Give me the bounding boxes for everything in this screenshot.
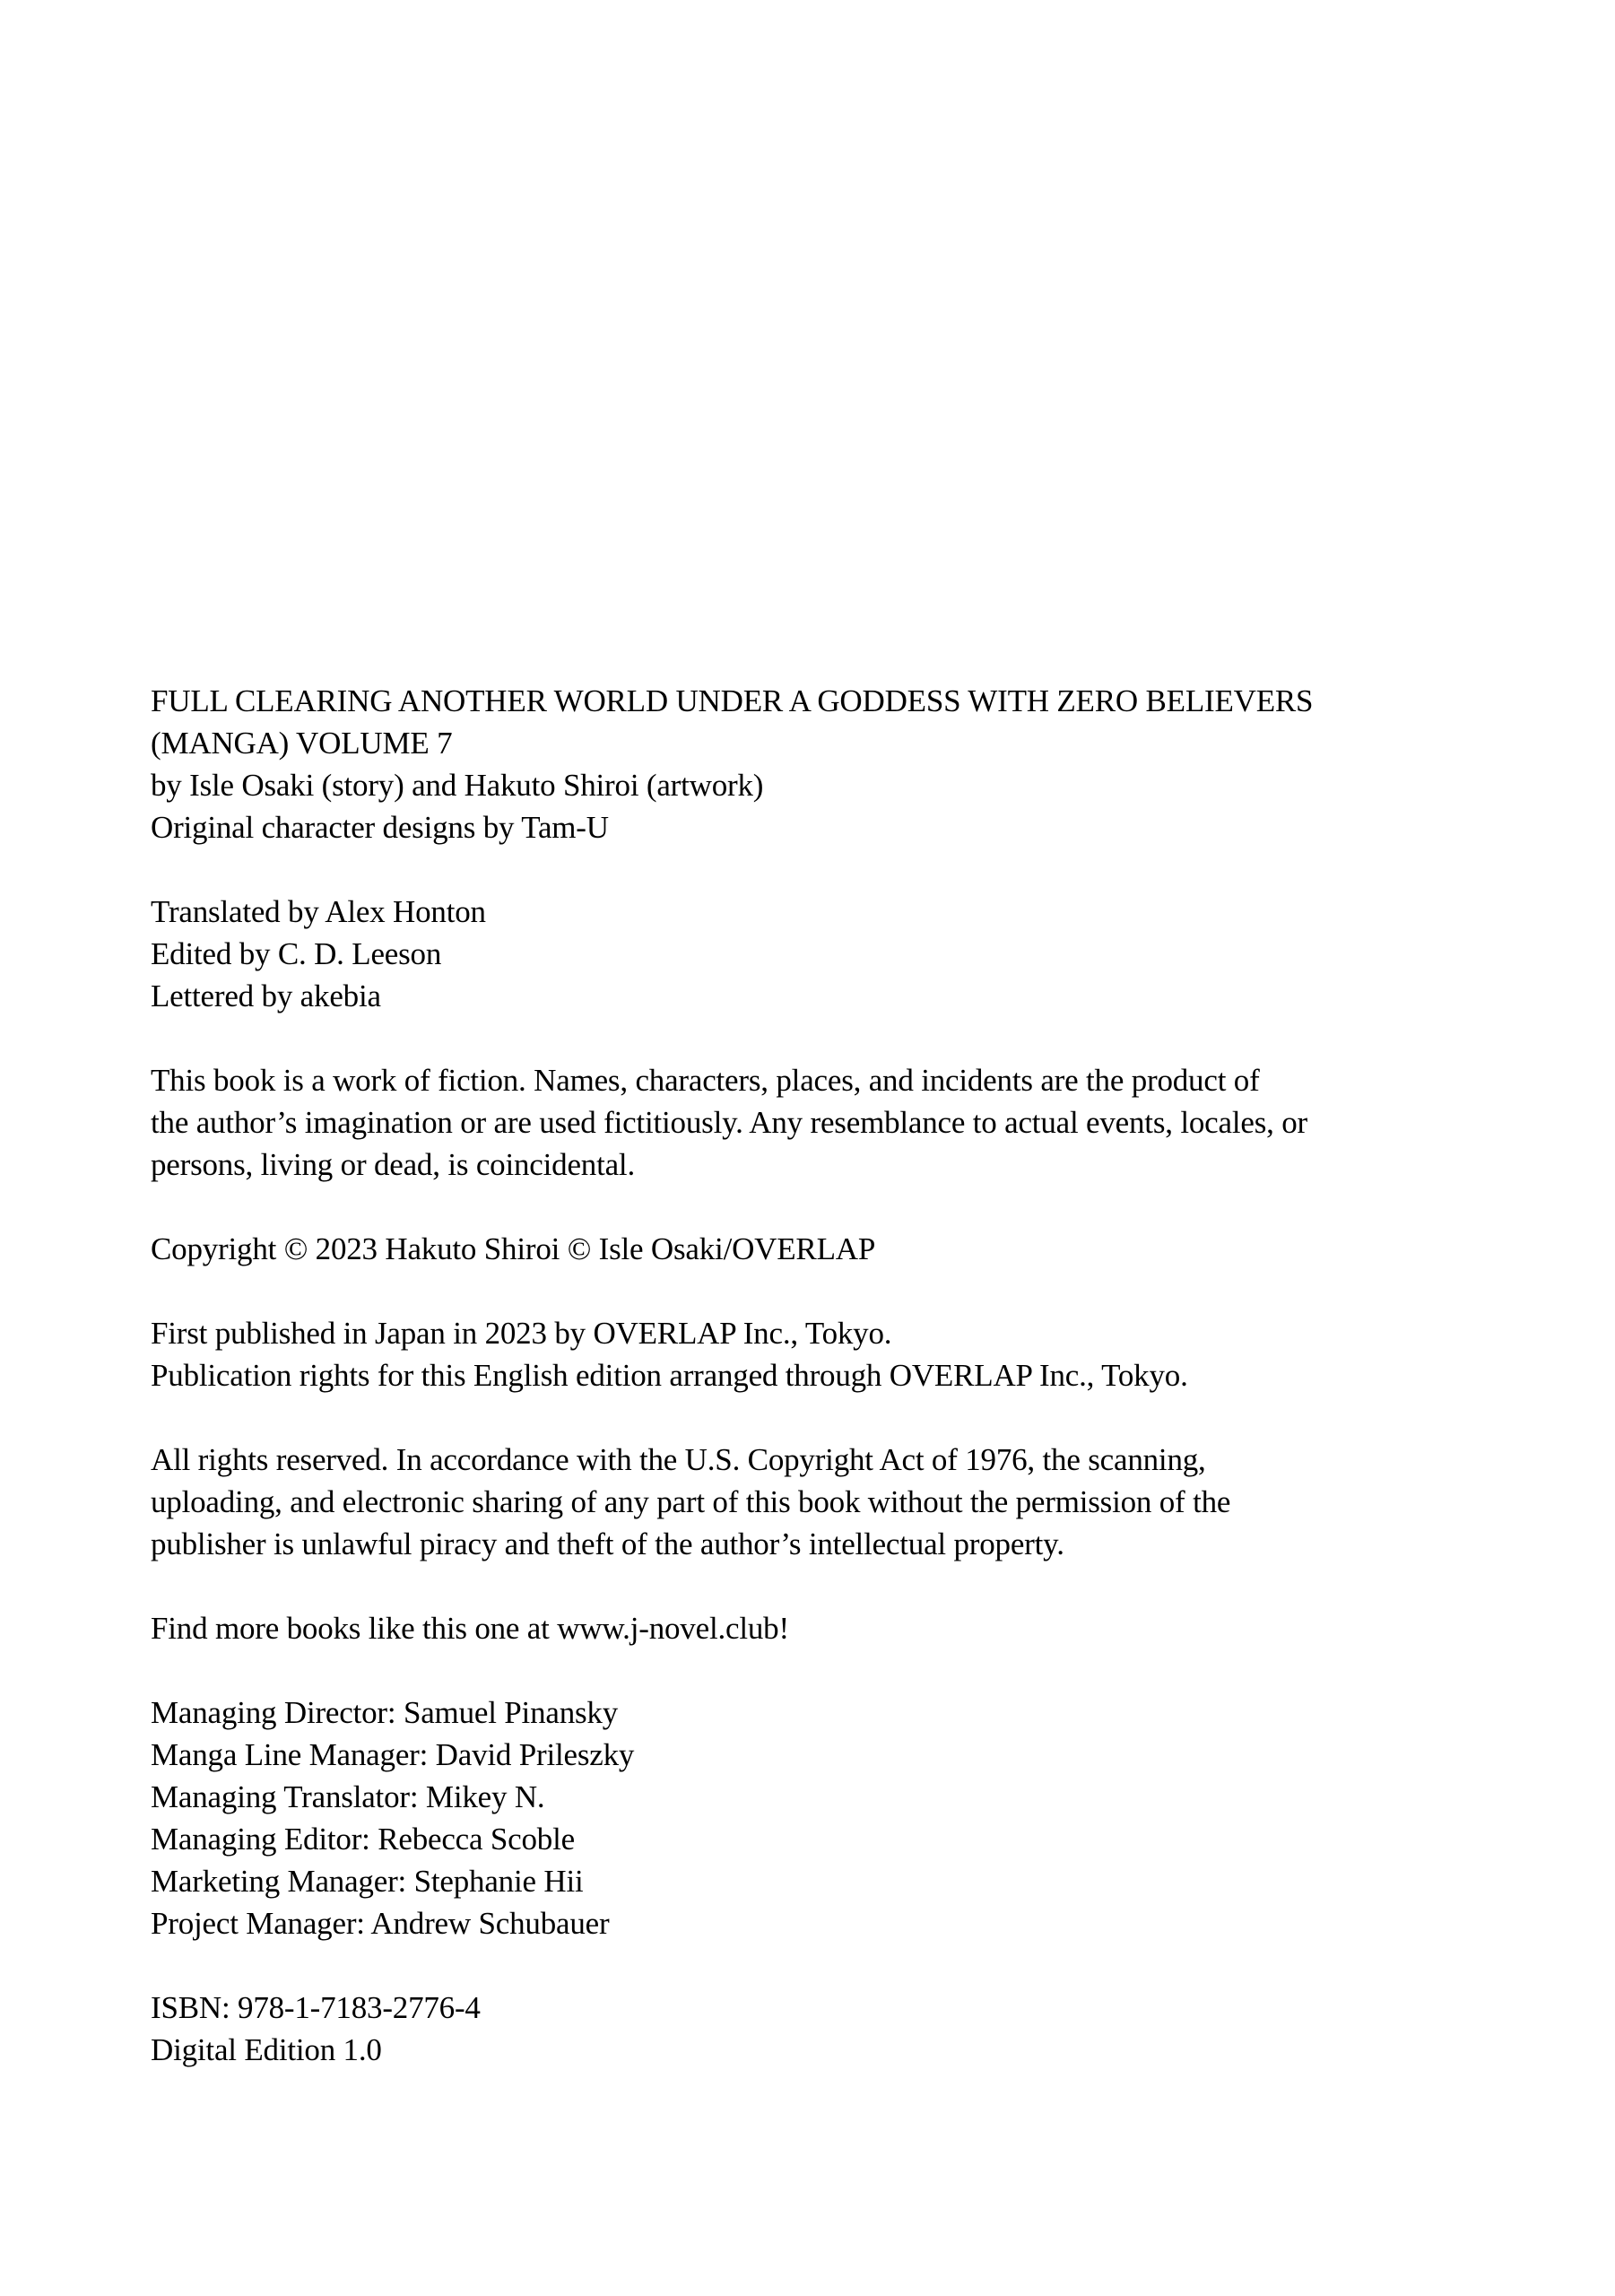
find-more-books-block xyxy=(151,1607,1480,1649)
first-published-line: First published in Japan in 2023 by OVERLAP Inc., Tokyo. xyxy=(151,1316,892,1351)
digital-edition-line: Digital Edition 1.0 xyxy=(151,2032,382,2067)
fiction-disclaimer-block xyxy=(151,1059,1480,1186)
find-more-books-line: Find more books like this one at www.j-novel.club! xyxy=(151,1611,789,1646)
isbn-line: ISBN: 978-1-7183-2776-4 xyxy=(151,1990,481,2025)
publication-rights-line: Publication rights for this English edition arranged through OVERLAP Inc., Tokyo. xyxy=(151,1358,1188,1393)
managing-editor-line: Managing Editor: Rebecca Scoble xyxy=(151,1822,575,1857)
letterer-credit-line: Lettered by akebia xyxy=(151,978,381,1013)
editor-credit-line: Edited by C. D. Leeson xyxy=(151,936,442,971)
author-credit-line: by Isle Osaki (story) and Hakuto Shiroi (artwork) xyxy=(151,768,764,803)
disclaimer-line-2: the author’s imagination or are used fictitiously. Any resemblance to actual events, locales, or xyxy=(151,1105,1307,1140)
staff-list-block xyxy=(151,1692,1480,1944)
disclaimer-line-1: This book is a work of fiction. Names, characters, places, and incidents are the product of xyxy=(151,1063,1260,1098)
rights-line-2: uploading, and electronic sharing of any part of this book without the permission of the xyxy=(151,1484,1231,1519)
book-title-block xyxy=(151,680,1480,848)
rights-line-1: All rights reserved. In accordance with the U.S. Copyright Act of 1976, the scanning, xyxy=(151,1442,1206,1477)
copyright-notice-block xyxy=(151,1228,1480,1270)
rights-line-3: publisher is unlawful piracy and theft of the author’s intellectual property. xyxy=(151,1526,1064,1561)
manga-line-manager-line: Manga Line Manager: David Prileszky xyxy=(151,1737,635,1772)
book-title-line-1: FULL CLEARING ANOTHER WORLD UNDER A GODDESS WITH ZERO BELIEVERS xyxy=(151,683,1314,718)
disclaimer-line-3: persons, living or dead, is coincidental. xyxy=(151,1147,636,1182)
book-title-line-2: (MANGA) VOLUME 7 xyxy=(151,726,453,761)
managing-translator-line: Managing Translator: Mikey N. xyxy=(151,1779,545,1814)
rights-reserved-block xyxy=(151,1439,1480,1565)
publication-info-block xyxy=(151,1312,1480,1396)
edition-info-block xyxy=(151,1987,1480,2071)
managing-director-line: Managing Director: Samuel Pinansky xyxy=(151,1695,619,1730)
project-manager-line: Project Manager: Andrew Schubauer xyxy=(151,1906,610,1941)
marketing-manager-line: Marketing Manager: Stephanie Hii xyxy=(151,1864,584,1899)
copyright-line: Copyright © 2023 Hakuto Shiroi © Isle Osaki/OVERLAP xyxy=(151,1231,876,1266)
localization-credits-block xyxy=(151,891,1480,1017)
translator-credit-line: Translated by Alex Honton xyxy=(151,894,486,929)
character-design-credit-line: Original character designs by Tam-U xyxy=(151,810,609,845)
